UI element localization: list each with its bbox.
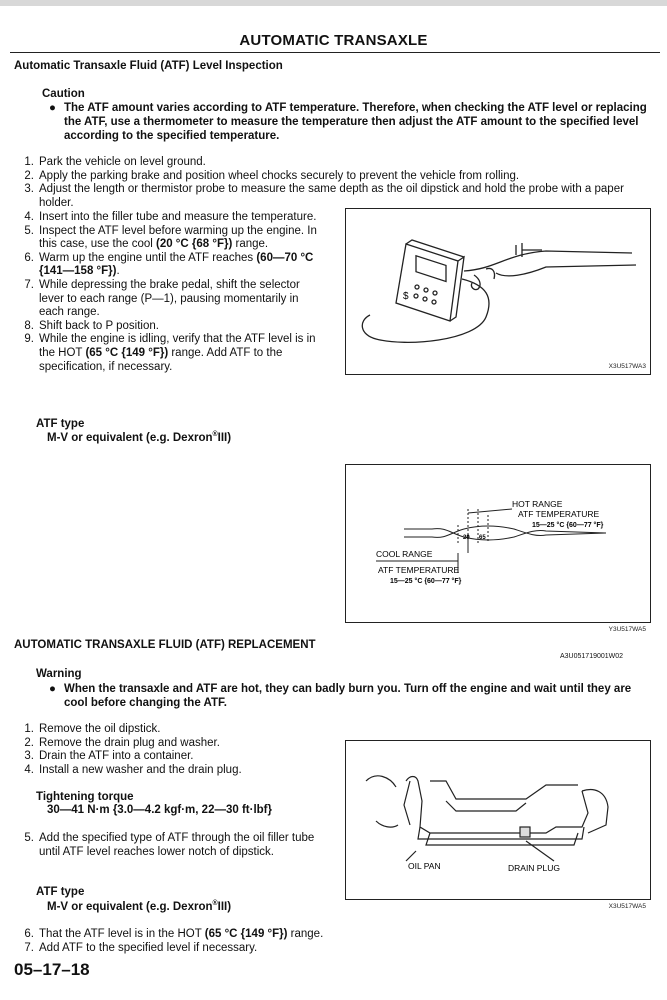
list-item: 4 . Install a new washer and the drain plug. bbox=[18, 764, 326, 778]
warning-text-block bbox=[49, 682, 654, 710]
atf-temperature-top-label: ATF TEMPERATURE bbox=[518, 509, 600, 519]
list-item: 6 . That the ATF level is in the HOT (65 °C {149 °F}) range. bbox=[18, 928, 650, 942]
atf-temperature-bottom-label: ATF TEMPERATURE bbox=[378, 565, 460, 575]
list-item: 9 . While the engine is idling, verify that the ATF level is in the HOT (65 °C {149 °F}) range. Add ATF to the specification, if necessary. bbox=[18, 333, 326, 374]
section-heading-replacement: AUTOMATIC TRANSAXLE FLUID (ATF) REPLACEMENT bbox=[14, 639, 316, 651]
oil-pan-illustration bbox=[346, 741, 650, 899]
list-item: 3 . Adjust the length or thermistor probe to measure the same depth as the oil dipstick and hold the probe with a paper holder. bbox=[18, 183, 650, 210]
mark-left: 20 bbox=[463, 535, 470, 541]
steps-4-9 bbox=[18, 211, 326, 374]
list-item: 2 . Apply the parking brake and position wheel chocks securely to prevent the vehicle from rolling. bbox=[18, 170, 650, 184]
list-item: 7 . While depressing the brake pedal, shift the selector lever to each range (P—1), pausing momentarily in each range. bbox=[18, 279, 326, 320]
list-item: 2 . Remove the drain plug and washer. bbox=[18, 737, 326, 751]
torque-value: 30—41 N·m {3.0—4.2 kgf·m, 22—30 ft·lbf} bbox=[47, 804, 272, 816]
hot-temp-value: 15—25 °C {60—77 °F} bbox=[532, 522, 604, 529]
bullet-icon: ● bbox=[49, 102, 56, 114]
figure-caption: X3U517WA3 bbox=[608, 363, 646, 370]
page-number: 05–17–18 bbox=[14, 960, 90, 979]
dipstick-diagram bbox=[346, 465, 650, 622]
list-item: 5 . Inspect the ATF level before warming up the engine. In this case, use the cool (20 °C {68 °F}) range. bbox=[18, 225, 326, 252]
mark-right: 65 bbox=[479, 535, 486, 541]
caution-text: The ATF amount varies according to ATF temperature. Therefore, when checking the ATF level or replacing the ATF, use a thermometer to measure the temperature then adjust the ATF amount to the specified level according to the specified temperature. bbox=[64, 102, 647, 142]
list-item: 5 . Add the specified type of ATF through the oil filler tube until ATF level reaches lower notch of dipstick. bbox=[18, 832, 326, 859]
steps-1-4 bbox=[18, 723, 326, 777]
caution-label: Caution bbox=[42, 88, 85, 100]
drain-plug-label: DRAIN PLUG bbox=[508, 863, 560, 873]
section-heading-level-inspection: Automatic Transaxle Fluid (ATF) Level Inspection bbox=[14, 60, 283, 72]
bullet-icon: ● bbox=[49, 683, 56, 695]
caution-text-block bbox=[49, 101, 654, 143]
thermometer-illustration bbox=[346, 209, 650, 374]
figure-caption: X3U517WA5 bbox=[608, 903, 646, 910]
list-item: 1 . Park the vehicle on level ground. bbox=[18, 156, 650, 170]
list-item: 7 . Add ATF to the specified level if necessary. bbox=[18, 942, 650, 956]
torque-label: Tightening torque bbox=[36, 791, 134, 803]
page-title: AUTOMATIC TRANSAXLE bbox=[239, 32, 428, 49]
step-5 bbox=[18, 832, 326, 859]
thermometer-glyph: $ bbox=[403, 291, 409, 302]
figure-oil-pan bbox=[345, 740, 651, 910]
oil-pan-label: OIL PAN bbox=[408, 861, 441, 871]
section-code: A3U051719001W02 bbox=[560, 653, 624, 660]
cool-temp-value: 15—25 °C {60—77 °F} bbox=[390, 578, 462, 585]
figure-dipstick-ranges bbox=[345, 464, 651, 633]
top-bar bbox=[0, 0, 667, 6]
figure-thermometer bbox=[345, 208, 651, 375]
list-item: 3 . Drain the ATF into a container. bbox=[18, 750, 326, 764]
cool-range-label: COOL RANGE bbox=[376, 549, 433, 559]
list-item: 6 . Warm up the engine until the ATF reaches (60—70 °C {141—158 °F}). bbox=[18, 252, 326, 279]
warning-text: When the transaxle and ATF are hot, they can badly burn you. Turn off the engine and wait until they are cool before changing the ATF. bbox=[64, 683, 632, 709]
hot-range-label: HOT RANGE bbox=[512, 499, 563, 509]
title-rule bbox=[10, 52, 660, 53]
warning-label: Warning bbox=[36, 668, 82, 680]
figure-caption: Y3U517WA5 bbox=[608, 626, 646, 633]
steps-1-3 bbox=[18, 156, 650, 210]
list-item: 8 . Shift back to P position. bbox=[18, 320, 326, 334]
atf-type-value: M-V or equivalent (e.g. Dexron®III) bbox=[47, 900, 232, 913]
atf-type-label: ATF type bbox=[36, 886, 85, 898]
atf-type-label: ATF type bbox=[36, 418, 85, 430]
atf-type-value: M-V or equivalent (e.g. Dexron®III) bbox=[47, 431, 232, 444]
steps-6-7 bbox=[18, 928, 650, 955]
list-item: 1 . Remove the oil dipstick. bbox=[18, 723, 326, 737]
list-item: 4 . Insert into the filler tube and measure the temperature. bbox=[18, 211, 326, 225]
